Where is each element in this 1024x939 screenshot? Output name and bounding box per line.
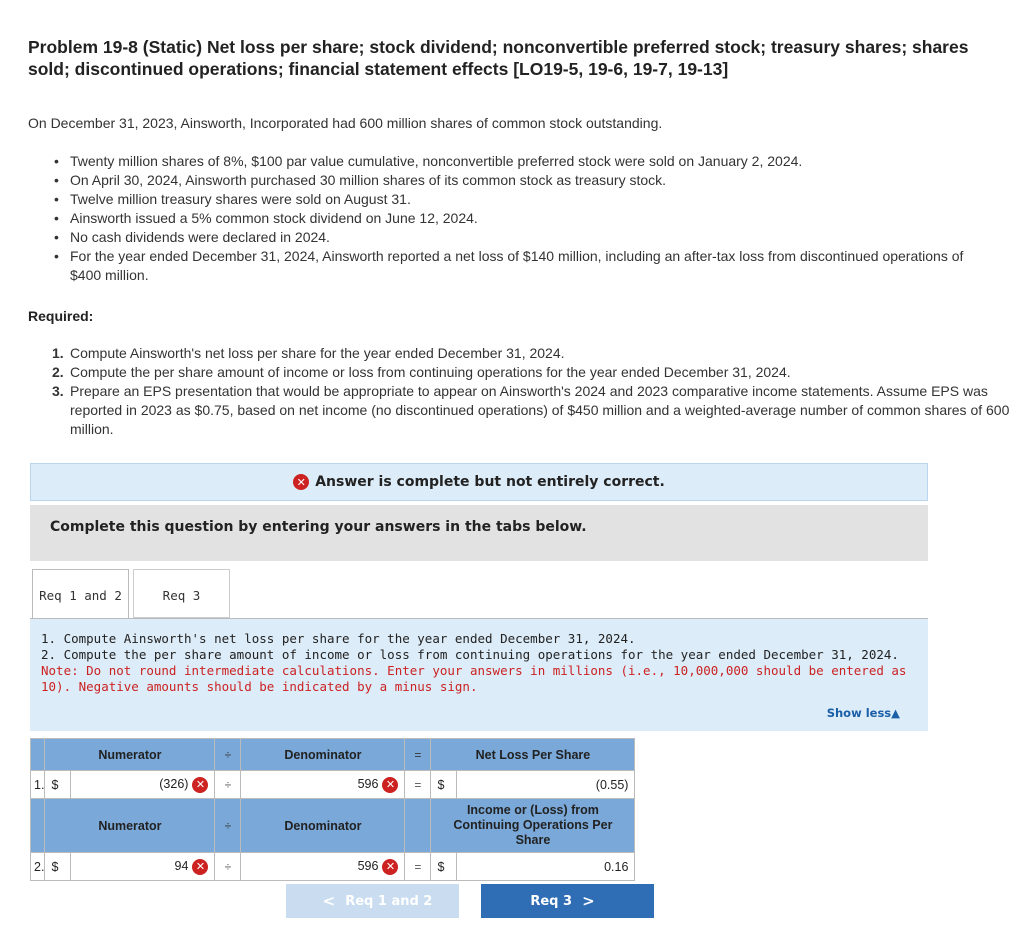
blank-cell <box>31 739 45 771</box>
next-button-label: Req 3 <box>530 893 573 909</box>
line-number: 1. <box>31 771 45 799</box>
list-item: • For the year ended December 31, 2024, Ainsworth reported a net loss of $140 million, including an after-tax loss from discontinued operations of $400 million. <box>52 247 972 285</box>
show-less-label: Show less <box>826 706 892 720</box>
list-item: • Ainsworth issued a 5% common stock dividend on June 12, 2024. <box>52 209 972 228</box>
x-circle-icon: ✕ <box>192 859 208 875</box>
list-item: • Twelve million treasury shares were sold on August 31. <box>52 190 972 209</box>
denominator-input[interactable] <box>241 853 405 881</box>
chevron-right-icon: > <box>582 892 595 910</box>
list-item: • On April 30, 2024, Ainsworth purchased 30 million shares of its common stock as treasury stock. <box>52 171 972 190</box>
numerator-input[interactable] <box>71 771 215 799</box>
currency-symbol: $ <box>45 853 71 881</box>
item-text: Compute Ainsworth's net loss per share for the year ended December 31, 2024. <box>70 345 565 361</box>
status-message: Answer is complete but not entirely correct. <box>315 474 665 490</box>
eps-table <box>30 738 635 881</box>
next-tab-button[interactable] <box>481 884 654 918</box>
item-number: 3. <box>52 383 64 399</box>
currency-symbol: $ <box>431 771 457 799</box>
required-heading: Required: <box>28 308 94 324</box>
divide-header: ÷ <box>215 739 241 771</box>
list-item <box>52 344 1012 363</box>
result-value: 0.16 <box>457 853 635 881</box>
denominator-header: Denominator <box>241 799 405 853</box>
problem-title: Problem 19-8 (Static) Net loss per share; stock dividend; nonconvertible preferred stock; treasury shares; shares sold; discontinued operations; financial statement effects [LO19-5, 19-6, 19-7, 19-13] <box>28 37 969 79</box>
list-item <box>52 363 1012 382</box>
problem-intro: On December 31, 2023, Ainsworth, Incorporated had 600 million shares of common stock outstanding. <box>28 115 663 131</box>
currency-symbol: $ <box>45 771 71 799</box>
denominator-input[interactable] <box>241 771 405 799</box>
x-circle-icon: ✕ <box>382 777 398 793</box>
facts-list <box>52 152 972 285</box>
requirement-panel <box>30 618 928 731</box>
table-row <box>31 771 635 799</box>
x-circle-icon: ✕ <box>293 474 309 490</box>
panel-line-2: 2. Compute the per share amount of income or loss from continuing operations for the year ended December 31, 2024. <box>41 647 899 662</box>
numerator-header: Numerator <box>45 799 215 853</box>
panel-line-1: 1. Compute Ainsworth's net loss per share for the year ended December 31, 2024. <box>41 631 636 646</box>
table-header-row <box>31 739 635 771</box>
denominator-header: Denominator <box>241 739 405 771</box>
divide-sign: ÷ <box>215 853 241 881</box>
numerator-input[interactable] <box>71 853 215 881</box>
numerator-header: Numerator <box>45 739 215 771</box>
equals-sign: = <box>405 771 431 799</box>
result-value: (0.55) <box>457 771 635 799</box>
x-circle-icon: ✕ <box>382 859 398 875</box>
item-text: Compute the per share amount of income or loss from continuing operations for the year ended December 31, 2024. <box>70 364 791 380</box>
blank-cell <box>31 799 45 853</box>
panel-note: Note: Do not round intermediate calculations. Enter your answers in millions (i.e., 10,000,000 should be entered as 10). Negative amounts should be indicated by a minus sign. <box>41 663 907 694</box>
numerator-value: (326) <box>159 776 189 791</box>
triangle-up-icon: ▲ <box>891 706 900 720</box>
denominator-value: 596 <box>357 858 379 873</box>
item-number: 2. <box>52 364 64 380</box>
list-item: • Twenty million shares of 8%, $100 par value cumulative, nonconvertible preferred stock were sold on January 2, 2024. <box>52 152 972 171</box>
currency-symbol: $ <box>431 853 457 881</box>
list-item: • No cash dividends were declared in 2024. <box>52 228 972 247</box>
instruction-text: Complete this question by entering your answers in the tabs below. <box>50 519 587 535</box>
result-header: Net Loss Per Share <box>431 739 635 771</box>
prev-button-label: Req 1 and 2 <box>345 893 433 909</box>
instruction-box <box>30 505 928 561</box>
equals-sign: = <box>405 853 431 881</box>
list-item <box>52 382 1012 439</box>
status-banner <box>30 463 928 501</box>
result-header: Income or (Loss) from Continuing Operations Per Share <box>431 799 635 853</box>
tab-req-3[interactable]: Req 3 <box>133 569 230 618</box>
denominator-value: 596 <box>357 776 379 791</box>
divide-header: ÷ <box>215 799 241 853</box>
x-circle-icon: ✕ <box>192 777 208 793</box>
item-text: Prepare an EPS presentation that would be appropriate to appear on Ainsworth's 2024 and 2023 comparative income statements. Assume EPS was reported in 2023 as $0.75, based on net income (no discontinued operations) of $450 million and a weighted-average number of common shares of 600 million. <box>70 383 1010 437</box>
numerator-value: 94 <box>174 858 189 873</box>
divide-sign: ÷ <box>215 771 241 799</box>
prev-tab-button[interactable] <box>286 884 459 918</box>
required-list <box>52 344 1012 439</box>
show-less-link[interactable] <box>827 705 900 721</box>
line-number: 2. <box>31 853 45 881</box>
item-number: 1. <box>52 345 64 361</box>
chevron-left-icon: < <box>322 892 336 910</box>
tab-req-1-and-2[interactable]: Req 1 and 2 <box>32 569 129 618</box>
blank-cell <box>405 799 431 853</box>
equals-header: = <box>405 739 431 771</box>
table-row <box>31 853 635 881</box>
table-header-row <box>31 799 635 853</box>
